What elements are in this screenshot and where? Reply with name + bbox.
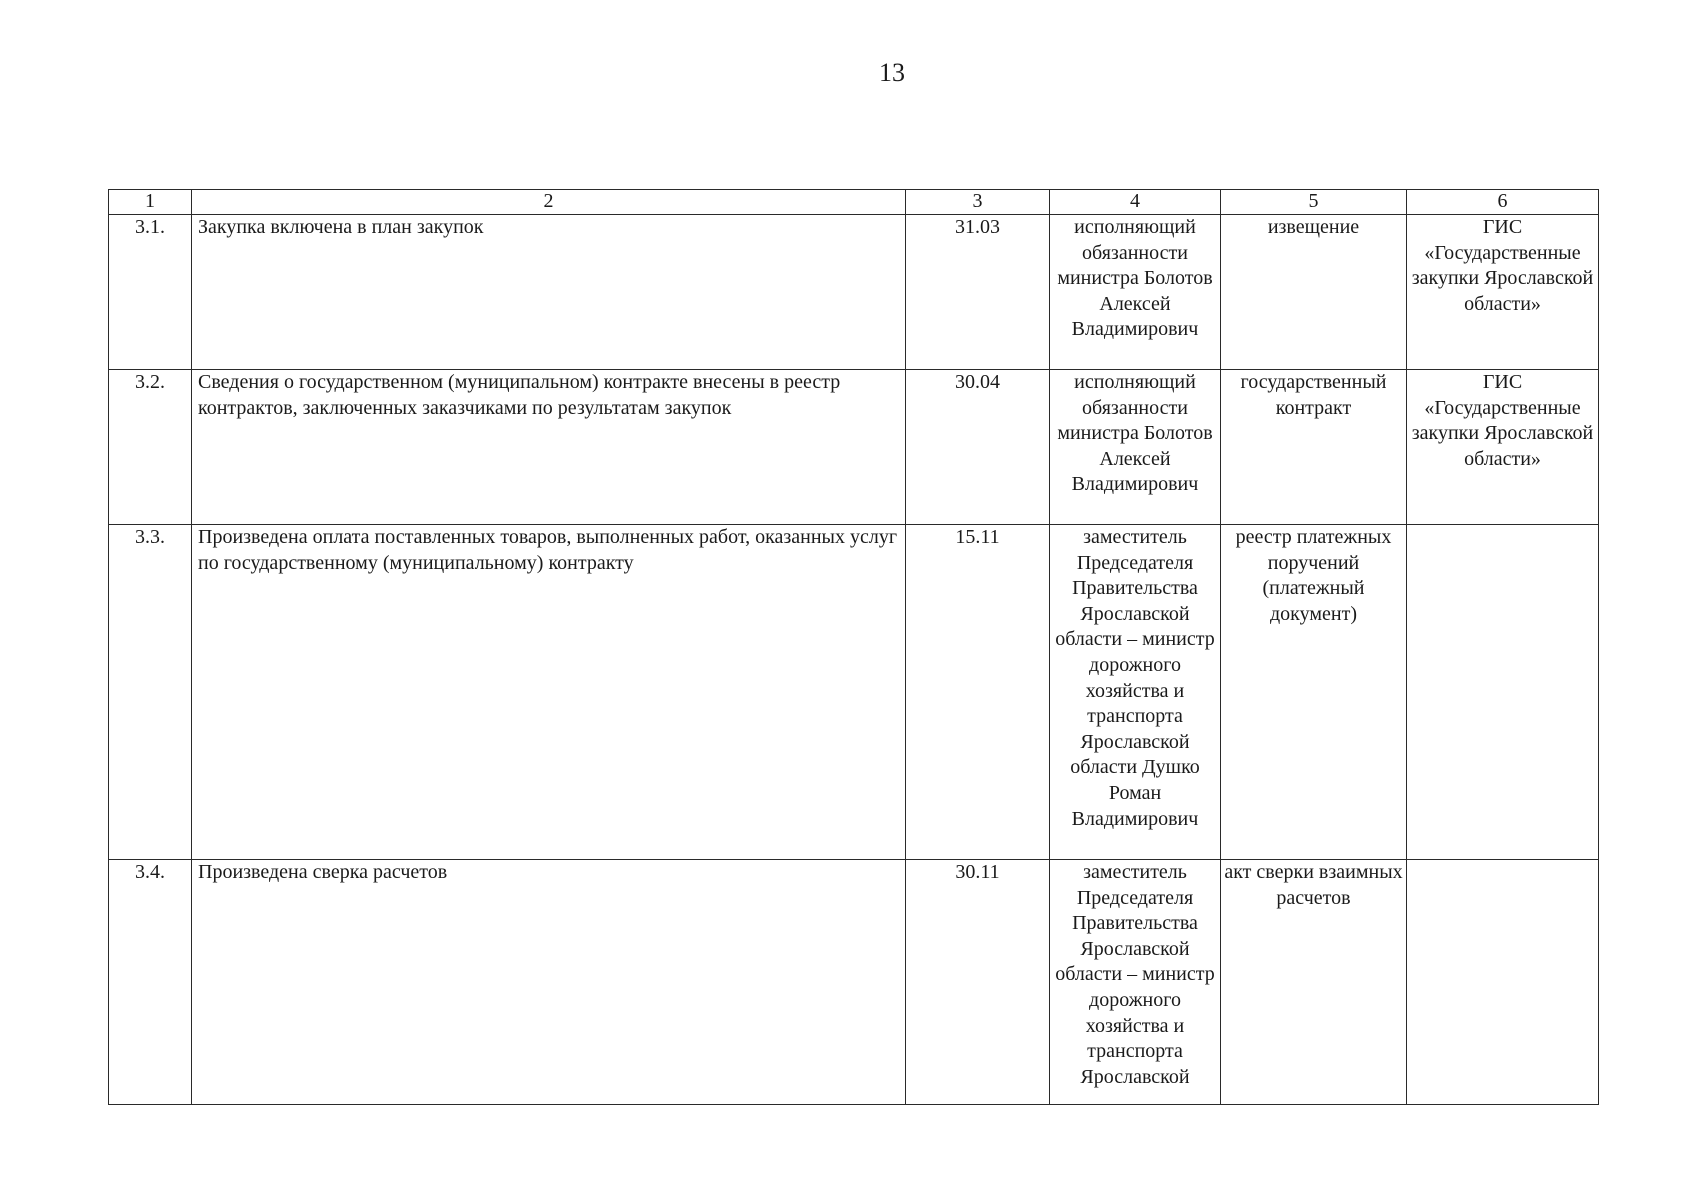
table-header-row bbox=[109, 190, 1599, 215]
header-col-4: 4 bbox=[1050, 190, 1221, 215]
row-responsible: заместитель Председателя Правительства Ярославской области – министр дорожного хозяйства и транспорта Ярославской bbox=[1050, 860, 1221, 1105]
header-col-6: 6 bbox=[1407, 190, 1599, 215]
row-responsible: исполняющий обязанности министра Болотов Алексей Владимирович bbox=[1050, 370, 1221, 525]
row-system: ГИС «Государственные закупки Ярославской области» bbox=[1407, 370, 1599, 525]
row-date: 30.04 bbox=[906, 370, 1050, 525]
row-date: 30.11 bbox=[906, 860, 1050, 1105]
table-row bbox=[109, 370, 1599, 525]
header-col-1: 1 bbox=[109, 190, 192, 215]
row-number: 3.4. bbox=[109, 860, 192, 1105]
header-col-5: 5 bbox=[1221, 190, 1407, 215]
row-document: акт сверки взаимных расчетов bbox=[1221, 860, 1407, 1105]
row-number: 3.2. bbox=[109, 370, 192, 525]
row-document: реестр платежных поручений (платежный документ) bbox=[1221, 525, 1407, 860]
page-number: 13 bbox=[879, 58, 905, 87]
row-description: Сведения о государственном (муниципальном) контракте внесены в реестр контрактов, заключенных заказчиками по результатам закупок bbox=[192, 370, 906, 525]
row-description: Произведена оплата поставленных товаров, выполненных работ, оказанных услуг по государственному (муниципальному) контракту bbox=[192, 525, 906, 860]
row-system: ГИС «Государственные закупки Ярославской области» bbox=[1407, 215, 1599, 370]
plan-table bbox=[108, 189, 1599, 1105]
row-system bbox=[1407, 860, 1599, 1105]
row-date: 31.03 bbox=[906, 215, 1050, 370]
header-col-2: 2 bbox=[192, 190, 906, 215]
row-description: Закупка включена в план закупок bbox=[192, 215, 906, 370]
row-system bbox=[1407, 525, 1599, 860]
row-number: 3.3. bbox=[109, 525, 192, 860]
table-row bbox=[109, 860, 1599, 1105]
row-description: Произведена сверка расчетов bbox=[192, 860, 906, 1105]
table-row bbox=[109, 525, 1599, 860]
table-row bbox=[109, 215, 1599, 370]
row-date: 15.11 bbox=[906, 525, 1050, 860]
row-document: извещение bbox=[1221, 215, 1407, 370]
header-col-3: 3 bbox=[906, 190, 1050, 215]
row-responsible: заместитель Председателя Правительства Ярославской области – министр дорожного хозяйства и транспорта Ярославской области Душко Роман Владимирович bbox=[1050, 525, 1221, 860]
row-responsible: исполняющий обязанности министра Болотов Алексей Владимирович bbox=[1050, 215, 1221, 370]
row-document: государственный контракт bbox=[1221, 370, 1407, 525]
row-number: 3.1. bbox=[109, 215, 192, 370]
